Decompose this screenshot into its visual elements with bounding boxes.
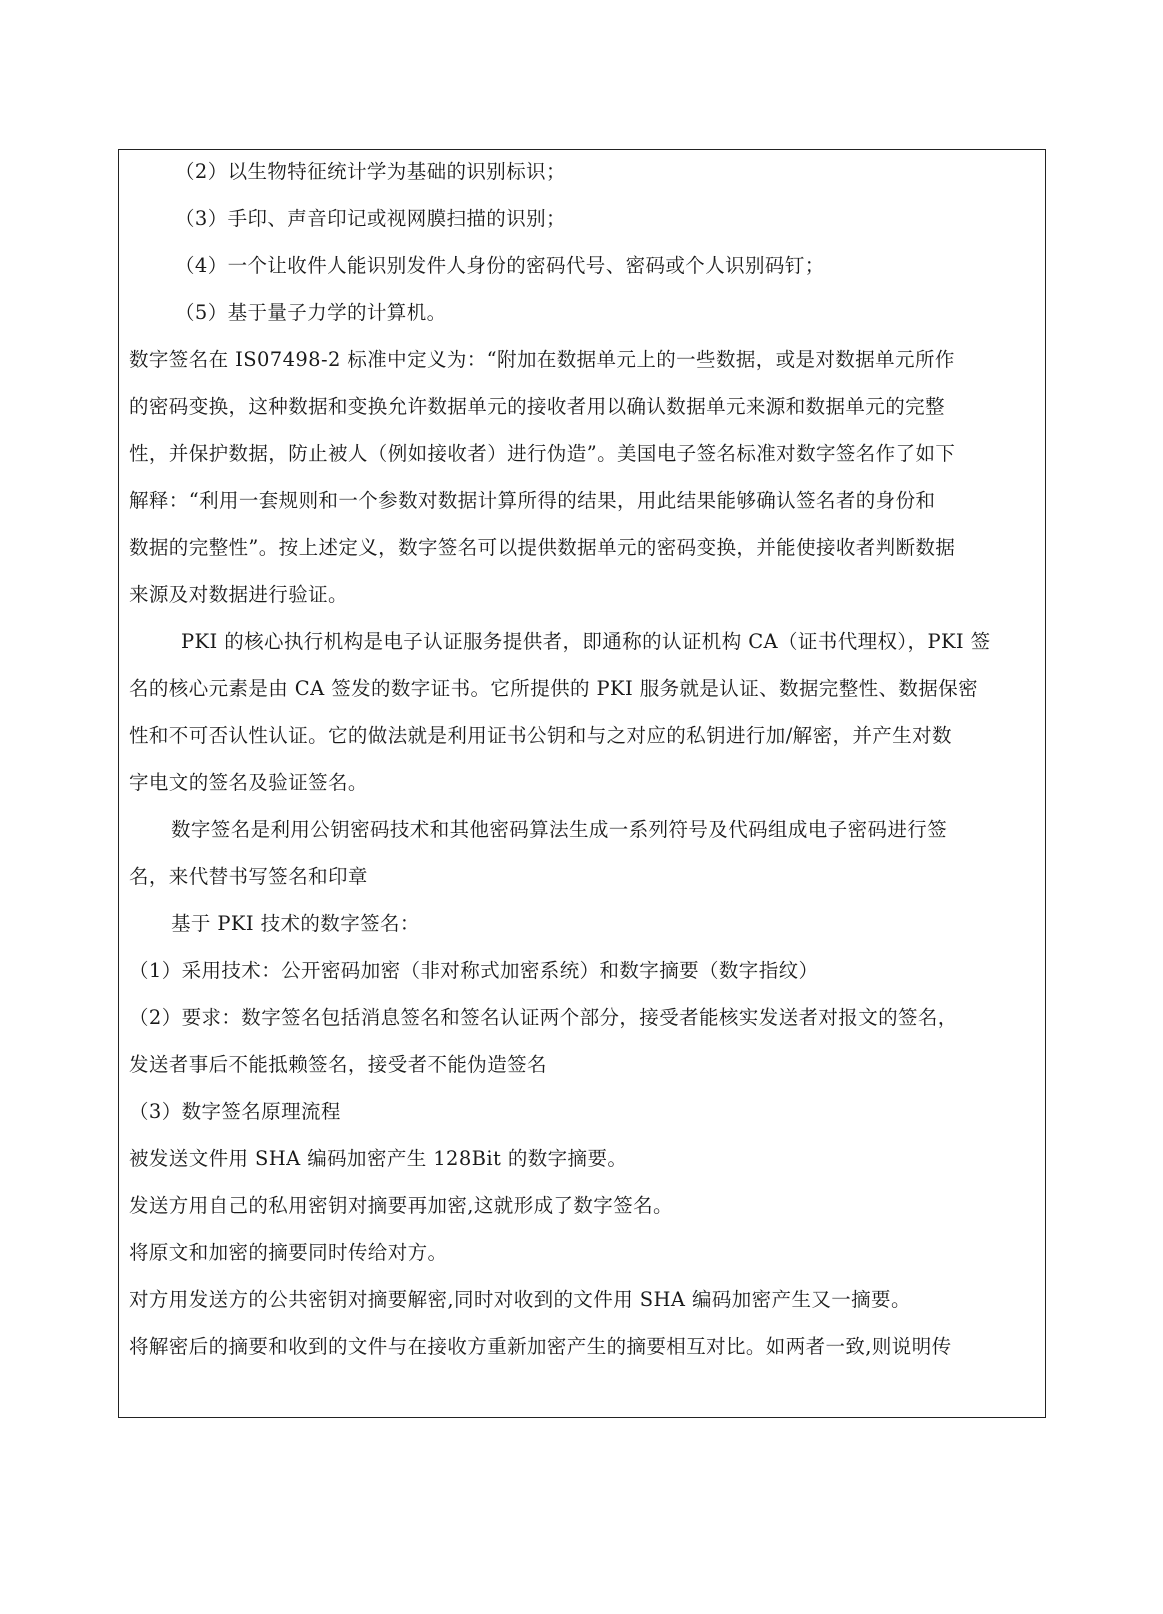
content-table-cell	[118, 149, 1046, 1418]
paragraph-line: 来源及对数据进行验证。	[129, 583, 348, 606]
process-step-1: 被发送文件用 SHA 编码加密产生 128Bit 的数字摘要。	[129, 1147, 628, 1170]
list-item-2: （2）要求：数字签名包括消息签名和签名认证两个部分，接受者能核实发送者对报文的签名，	[129, 1006, 958, 1029]
process-step-2: 发送方用自己的私用密钥对摘要再加密,这就形成了数字签名。	[129, 1194, 673, 1217]
list-item-4: （4）一个让收件人能识别发件人身份的密码代号、密码或个人识别码钉；	[175, 254, 825, 277]
paragraph-line: 的密码变换，这种数据和变换允许数据单元的接收者用以确认数据单元来源和数据单元的完整	[129, 395, 945, 418]
paragraph-line: 发送者事后不能抵赖签名，接受者不能伪造签名	[129, 1053, 547, 1076]
paragraph-line: 数字签名在 IS07498-2 标准中定义为：“附加在数据单元上的一些数据，或是对数据单元所作	[129, 348, 955, 371]
paragraph-line: 字电文的签名及验证签名。	[129, 771, 368, 794]
section-heading: 基于 PKI 技术的数字签名：	[171, 912, 420, 935]
process-step-3: 将原文和加密的摘要同时传给对方。	[129, 1241, 448, 1264]
paragraph-line: 数据的完整性”。按上述定义，数字签名可以提供数据单元的密码变换，并能使接收者判断数据	[129, 536, 956, 559]
list-item-5: （5）基于量子力学的计算机。	[175, 301, 447, 324]
paragraph-line: 性和不可否认性认证。它的做法就是利用证书公钥和与之对应的私钥进行加/解密，并产生对数	[129, 724, 952, 747]
process-step-5: 将解密后的摘要和收到的文件与在接收方重新加密产生的摘要相互对比。如两者一致,则说明传	[129, 1335, 952, 1358]
paragraph-line: 性，并保护数据，防止被人（例如接收者）进行伪造”。美国电子签名标准对数字签名作了如下	[129, 442, 956, 465]
list-item-1: （1）采用技术：公开密码加密（非对称式加密系统）和数字摘要（数字指纹）	[129, 959, 819, 982]
process-step-4: 对方用发送方的公共密钥对摘要解密,同时对收到的文件用 SHA 编码加密产生又一摘要。	[129, 1288, 911, 1311]
list-item-2: （2）以生物特征统计学为基础的识别标识；	[175, 160, 566, 183]
paragraph-line: PKI 的核心执行机构是电子认证服务提供者，即通称的认证机构 CA（证书代理权），PKI 签	[181, 630, 991, 653]
paragraph-line: 数字签名是利用公钥密码技术和其他密码算法生成一系列符号及代码组成电子密码进行签	[171, 818, 948, 841]
list-item-3: （3）手印、声音印记或视网膜扫描的识别；	[175, 207, 566, 230]
paragraph-line: 名的核心元素是由 CA 签发的数字证书。它所提供的 PKI 服务就是认证、数据完整性、数据保密	[129, 677, 978, 700]
paragraph-line: 名，来代替书写签名和印章	[129, 865, 368, 888]
paragraph-line: 解释：“利用一套规则和一个参数对数据计算所得的结果，用此结果能够确认签名者的身份和	[129, 489, 936, 512]
list-item-3: （3）数字签名原理流程	[129, 1100, 341, 1123]
